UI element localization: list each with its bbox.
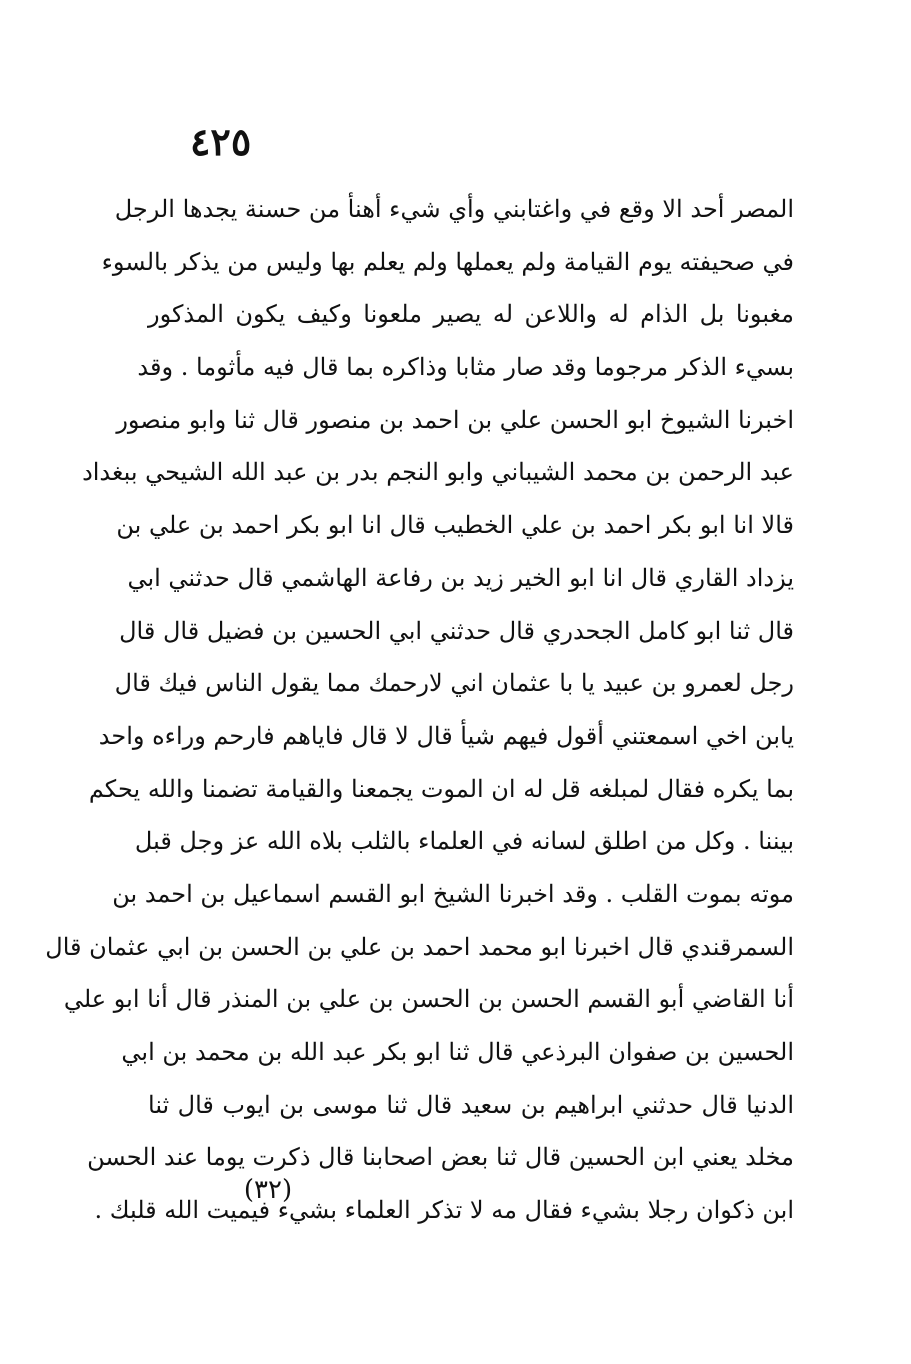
text-line: اخبرنا الشيوخ ابو الحسن علي بن احمد بن منصور قال ثنا وابو منصور [116,405,794,434]
signature-mark: (٣٢) [243,1175,293,1205]
text-line: عبد الرحمن بن محمد الشيباني وابو النجم بدر بن عبد الله الشيحي ببغداد [82,458,794,487]
text-line: بيننا . وكل من اطلق لسانه في العلماء بالثلب بلاه الله عز وجل قبل [134,827,794,856]
text-line: في صحيفته يوم القيامة ولم يعملها ولم يعلم بها وليس من يذكر بالسوء [101,247,794,276]
text-line: مغبونا بل الذام له واللاعن له يصير ملعونا وكيف يكون المذكور [148,300,795,329]
text-line: يابن اخي اسمعتني أقول فيهم شيأ قال لا قال فاياهم فارحم وراءه واحد [98,721,794,750]
text-line: قالا انا ابو بكر احمد بن علي الخطيب قال انا ابو بكر احمد بن علي بن [116,511,794,540]
text-line: الدنيا قال حدثني ابراهيم بن سعيد قال ثنا موسى بن ايوب قال ثنا [148,1090,794,1119]
text-line: ابن ذكوان رجلا بشيء فقال مه لا تذكر العلماء بشيء فيميت الله قلبك . [94,1196,794,1225]
text-line: رجل لعمرو بن عبيد يا با عثمان اني لارحمك مما يقول الناس فيك قال [114,669,794,698]
body-text [45,183,795,1237]
text-line: السمرقندي قال اخبرنا ابو محمد احمد بن علي بن الحسن بن ابي عثمان قال [45,932,794,961]
text-line: مخلد يعني ابن الحسين قال ثنا بعض اصحابنا قال ذكرت يوما عند الحسن [87,1143,794,1172]
text-line: الحسين بن صفوان البرذعي قال ثنا ابو بكر عبد الله بن محمد بن ابي [121,1038,794,1066]
text-line: قال ثنا ابو كامل الجحدري قال حدثني ابي الحسين بن فضيل قال قال [119,616,794,645]
text-line: يزداد القاري قال انا ابو الخير زيد بن رفاعة الهاشمي قال حدثني ابي [127,563,794,592]
text-line: المصر أحد الا وقع في واغتابني وأي شيء أهنأ من حسنة يجدها الرجل [114,195,794,223]
text-line: بسيء الذكر مرجوما وقد صار مثابا وذاكره بما قال فيه مأثوما . وقد [137,353,794,382]
text-line: بما يكره فقال لمبلغه قل له ان الموت يجمعنا والقيامة تضمنا والله يحكم [88,774,794,803]
text-line: أنا القاضي أبو القسم الحسن بن الحسن بن علي بن المنذر قال أنا ابو علي [63,985,794,1014]
text-line: موته بموت القلب . وقد اخبرنا الشيخ ابو القسم اسماعيل بن احمد بن [112,879,794,908]
page-number: ٤٢٥ [190,119,252,164]
